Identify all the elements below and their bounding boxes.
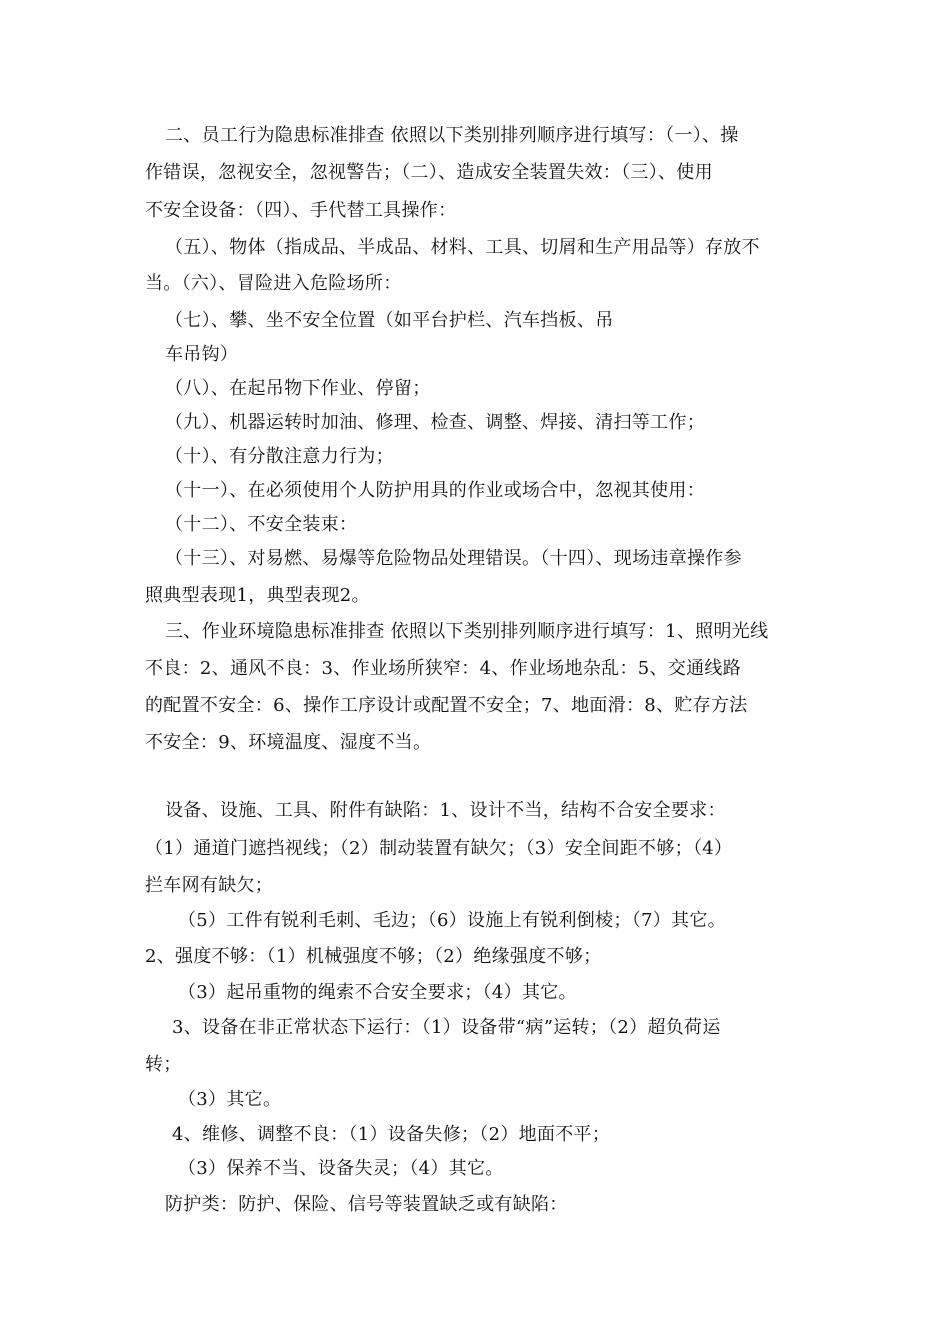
text-line: 的配置不安全：6、操作工序设计或配置不安全；7、地面滑：8、贮存方法 [145,695,748,716]
text-line: 4、维修、调整不良：（1）设备失修；（2）地面不平； [172,1124,611,1145]
text-line: （3）保养不当、设备失灵；（4）其它。 [178,1158,504,1179]
text-line: （十三）、对易燃、易爆等危险物品处理错误。（十四）、现场违章操作参 [165,548,742,569]
text-line: 不安全：9、环境温度、湿度不当。 [145,732,432,753]
text-line: （十）、有分散注意力行为； [165,446,394,467]
text-line: 照典型表现1，典型表现2。 [145,585,370,606]
text-line: 三、作业环境隐患标准排查 依照以下类别排列顺序进行填写：1、照明光线 [165,621,769,642]
text-line: 不良：2、通风不良：3、作业场所狭窄：4、作业场地杂乱：5、交通线路 [145,658,742,679]
text-line: 3、设备在非正常状态下运行：（1）设备带“病”运转；（2）超负荷运 [172,1017,721,1038]
text-line: 2、强度不够：（1）机械强度不够；（2）绝缘强度不够； [145,946,602,967]
text-line: （七）、攀、坐不安全位置（如平台护栏、汽车挡板、吊 [165,310,614,331]
text-line: 二、员工行为隐患标准排查 依照以下类别排列顺序进行填写：（一）、操 [165,125,739,146]
text-line: 车吊钩） [165,344,239,365]
text-line: （3）其它。 [178,1089,282,1110]
text-line: （十二）、不安全装束： [165,514,358,535]
text-line: 作错误，忽视安全，忽视警告；（二）、造成安全装置失效：（三）、使用 [145,162,713,183]
text-line: 不安全设备：（四）、手代替工具操作： [145,200,457,221]
text-line: （十一）、在必须使用个人防护用具的作业或场合中，忽视其使用： [165,480,705,501]
text-line: 拦车网有缺欠； [145,875,274,896]
text-line: （八）、在起吊物下作业、停留； [165,378,431,399]
text-line: （1）通道门遮挡视线；（2）制动装置有缺欠；（3）安全间距不够；（4） [145,838,733,859]
text-line: （九）、机器运转时加油、修理、检查、调整、焊接、清扫等工作； [165,412,705,433]
text-line: （五）、物体（指成品、半成品、材料、工具、切屑和生产用品等）存放不 [165,237,760,258]
text-line: 当。（六）、冒险进入危险场所： [145,273,402,294]
text-line: 防护类：防护、保险、信号等装置缺乏或有缺陷： [165,1194,568,1215]
text-line: 转； [145,1054,182,1075]
text-line: （3）起吊重物的绳索不合安全要求；（4）其它。 [178,982,577,1003]
text-line: 设备、设施、工具、附件有缺陷：1、设计不当，结构不合安全要求： [165,800,726,821]
text-line: （5）工件有锐利毛刺、毛边；（6）设施上有锐利倒棱；（7）其它。 [178,910,726,931]
